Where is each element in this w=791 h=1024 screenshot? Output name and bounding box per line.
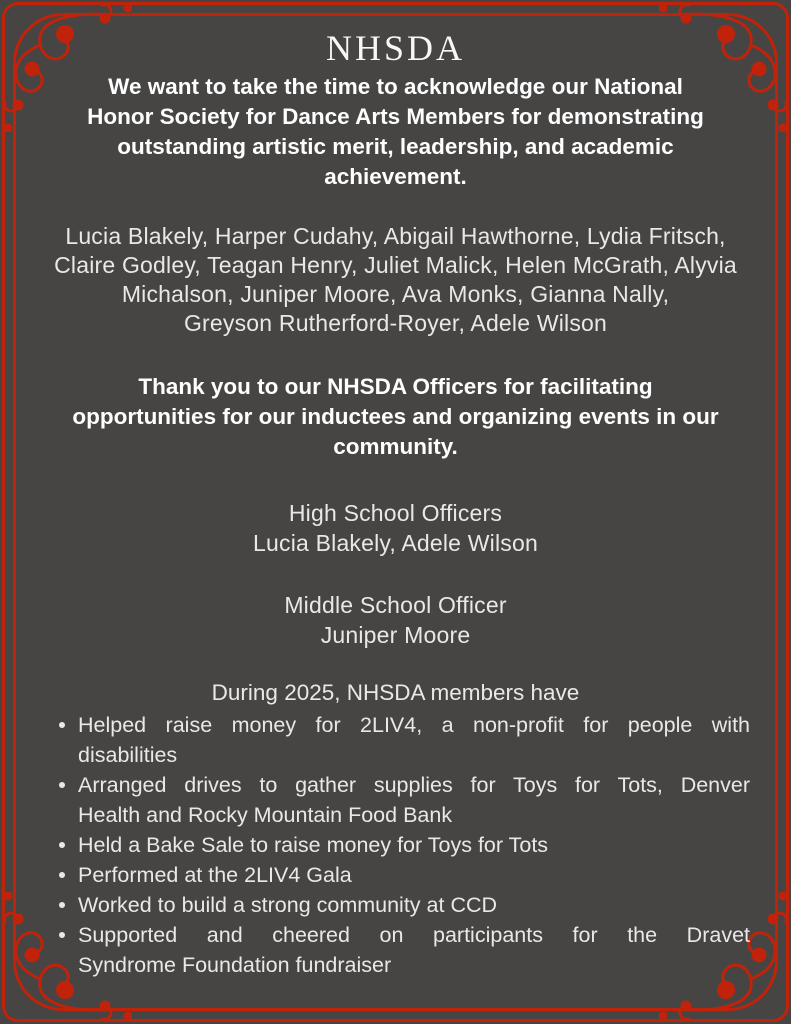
bullet-icon [59, 932, 65, 938]
members-line: Greyson Rutherford-Royer, Adele Wilson [183, 310, 608, 336]
bullet-icon [59, 872, 65, 878]
high-school-officers-names: Lucia Blakely, Adele Wilson [253, 530, 538, 556]
list-item: Helped raise money for 2LIV4, a non-profit for people with disabilities [55, 710, 750, 770]
bullet-icon [59, 722, 65, 728]
high-school-officers-heading: High School Officers [288, 500, 503, 526]
officers-thanks-paragraph [0, 372, 791, 462]
list-item: Performed at the 2LIV4 Gala [55, 860, 750, 890]
list-item: Supported and cheered on participants for the Dravet Syndrome Foundation fundraiser [55, 920, 750, 980]
bullet-icon [59, 902, 65, 908]
members-line: Claire Godley, Teagan Henry, Juliet Malick, Helen McGrath, Alyvia [54, 252, 737, 278]
members-line: Michalson, Juniper Moore, Ava Monks, Gianna Nally, [121, 281, 670, 307]
activities-heading: During 2025, NHSDA members have [211, 680, 580, 705]
intro-line: Honor Society for Dance Arts Members for demonstrating [87, 104, 704, 129]
intro-paragraph [0, 72, 791, 192]
intro-line: We want to take the time to acknowledge our National [108, 74, 683, 99]
bullet-icon [59, 842, 65, 848]
middle-school-officer [0, 590, 791, 650]
high-school-officers [0, 498, 791, 558]
thanks-line: Thank you to our NHSDA Officers for facilitating [138, 374, 653, 399]
thanks-line: community. [333, 434, 458, 459]
intro-line: outstanding artistic merit, leadership, and academic [117, 134, 674, 159]
members-line: Lucia Blakely, Harper Cudahy, Abigail Hawthorne, Lydia Fritsch, [65, 223, 726, 249]
members-list [0, 222, 791, 338]
activities-list [55, 710, 750, 980]
middle-school-officer-names: Juniper Moore [320, 622, 471, 648]
thanks-line: opportunities for our inductees and organizing events in our [72, 404, 719, 429]
middle-school-officer-heading: Middle School Officer [284, 592, 507, 618]
intro-line: achievement. [324, 164, 467, 189]
list-item: Held a Bake Sale to raise money for Toys for Tots [55, 830, 750, 860]
bullet-icon [59, 782, 65, 788]
page-title: NHSDA [325, 28, 465, 68]
list-item: Arranged drives to gather supplies for Toys for Tots, Denver Health and Rocky Mountain Food Bank [55, 770, 750, 830]
list-item: Worked to build a strong community at CCD [55, 890, 750, 920]
